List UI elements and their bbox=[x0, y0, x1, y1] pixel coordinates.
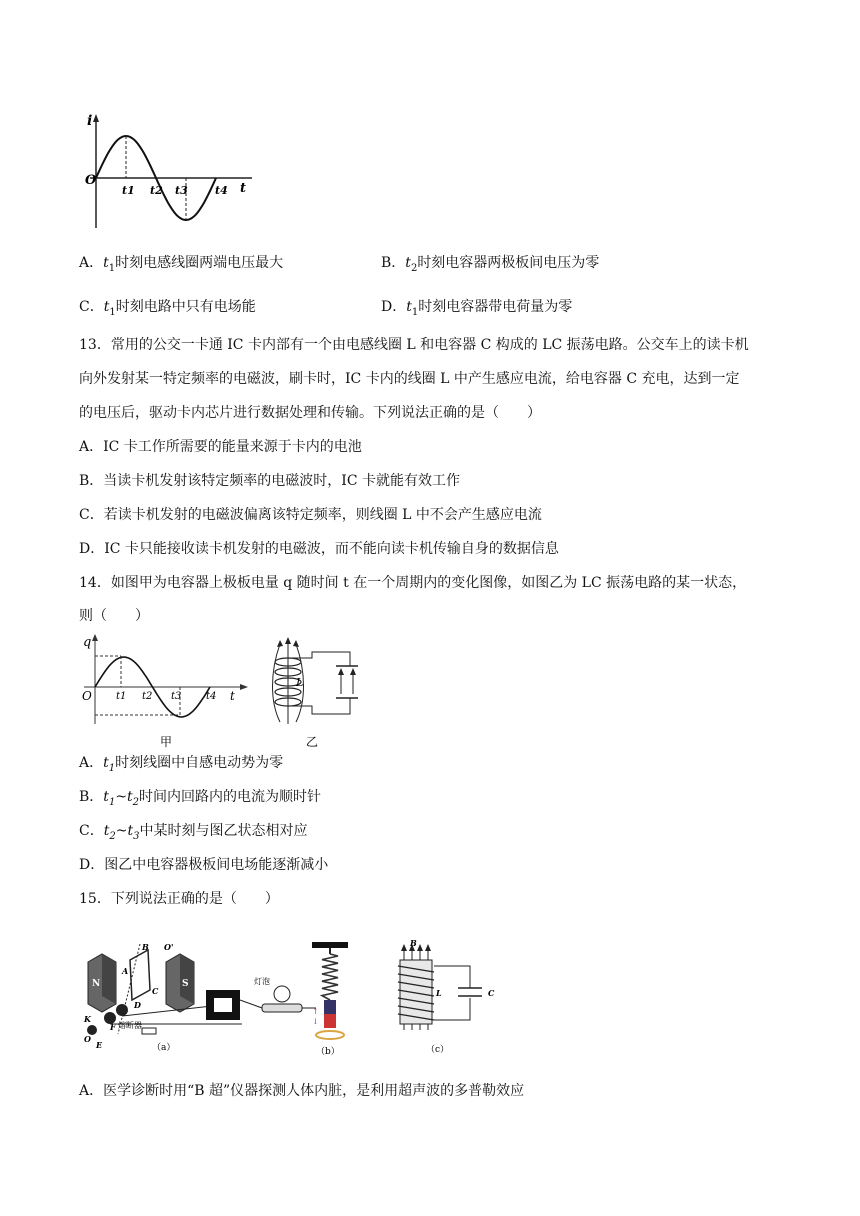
fig-a-label-o: O bbox=[84, 1034, 91, 1044]
fig-a-label-d: D bbox=[134, 1000, 141, 1010]
fig1-xlabel: t bbox=[240, 181, 247, 196]
figure-lc-circuit-c bbox=[396, 938, 526, 1058]
fig-jia-origin: O bbox=[82, 689, 92, 703]
fig-a-label-k: K bbox=[84, 1014, 91, 1024]
figure-generator-a bbox=[82, 938, 322, 1053]
q14-option-b: B．$t_1\sim t_2$时间内回路内的电流为顺时针 bbox=[79, 789, 322, 808]
q13-stem-line-2: 向外发射某一特定频率的电磁波，刷卡时，IC 卡内的线圈 L 中产生感应电流，给电容器 C 充电，达到一定 bbox=[79, 371, 740, 387]
fig-a-label-b: B bbox=[142, 942, 149, 952]
figure-lc-circuit-yi bbox=[262, 632, 362, 754]
fig1-tick-t3: t3 bbox=[175, 184, 188, 197]
fig-b-caption: （b） bbox=[316, 1047, 340, 1057]
fig1-origin: O bbox=[85, 173, 97, 188]
fig-jia-tick-t2: t2 bbox=[142, 691, 153, 702]
fig1-tick-t1: t1 bbox=[122, 184, 135, 197]
fig-a-label-a: A bbox=[122, 966, 129, 976]
fig-yi-coil-label: L bbox=[296, 676, 304, 689]
fig1-tick-t2: t2 bbox=[150, 184, 163, 197]
q12-option-a: A．$t_1$时刻电感线圈两端电压最大 bbox=[79, 255, 284, 274]
fig-a-label-fuse: 熔断器 bbox=[118, 1021, 142, 1030]
q12-option-d: D．$t_1$时刻电容器带电荷量为零 bbox=[381, 299, 573, 318]
fig-a-label-f: F bbox=[110, 1022, 116, 1032]
fig1-ylabel: i bbox=[87, 113, 93, 129]
arrow-down-icon: ↓ bbox=[312, 1017, 319, 1026]
fig-a-label-e: E bbox=[96, 1040, 103, 1050]
figure-i-t-graph bbox=[82, 112, 257, 234]
q14-option-d: D．图乙中电容器极板间电场能逐渐减小 bbox=[79, 857, 329, 873]
q13-stem-line-3: 的电压后，驱动卡内芯片进行数据处理和传输。下列说法正确的是（ ） bbox=[79, 405, 541, 421]
q14-stem-line-1: 14．如图甲为电容器上极板电量 q 随时间 t 在一个周期内的变化图像，如图乙为 LC 振荡电路的某一状态， bbox=[79, 575, 747, 591]
q15-option-a: A．医学诊断时用“B 超”仪器探测人体内脏，是利用超声波的多普勒效应 bbox=[79, 1083, 525, 1099]
q13-option-d: D．IC 卡只能接收读卡机发射的电磁波，而不能向读卡机传输自身的数据信息 bbox=[79, 541, 559, 557]
q14-option-a: A．$t_1$时刻线圈中自感电动势为零 bbox=[79, 755, 284, 774]
q14-stem-line-2: 则（ ） bbox=[79, 608, 149, 624]
fig-c-label-l: L bbox=[436, 988, 442, 998]
fig-jia-tick-t4: t4 bbox=[206, 691, 217, 702]
fig-jia-tick-t3: t3 bbox=[171, 691, 182, 702]
fig-a-caption: （a） bbox=[152, 1043, 176, 1053]
figure-spring-magnet-b bbox=[306, 938, 354, 1058]
fig-a-label-lamp: 灯泡 bbox=[254, 977, 270, 986]
fig-c-label-c: C bbox=[488, 988, 495, 998]
fig-a-label-s: S bbox=[182, 979, 189, 989]
q13-option-b: B．当读卡机发射该特定频率的电磁波时，IC 卡就能有效工作 bbox=[79, 473, 460, 489]
fig-yi-caption: 乙 bbox=[306, 735, 319, 749]
fig-a-label-c: C bbox=[152, 986, 159, 996]
fig-jia-caption: 甲 bbox=[160, 735, 173, 749]
fig-jia-tick-t1: t1 bbox=[116, 691, 127, 702]
fig1-tick-t4: t4 bbox=[215, 184, 228, 197]
figure-q-t-graph bbox=[78, 632, 250, 754]
q14-option-c: C．$t_2\sim t_3$中某时刻与图乙状态相对应 bbox=[79, 823, 308, 842]
q12-option-b: B．$t_2$时刻电容器两极板间电压为零 bbox=[381, 255, 600, 274]
q15-stem: 15．下列说法正确的是（ ） bbox=[79, 891, 279, 907]
fig-a-label-o-prime: O' bbox=[164, 942, 174, 952]
fig-c-caption: （c） bbox=[426, 1045, 450, 1055]
fig-jia-xlabel: t bbox=[230, 689, 235, 703]
q13-option-a: A．IC 卡工作所需要的能量来源于卡内的电池 bbox=[79, 439, 362, 455]
fig-jia-ylabel: q bbox=[83, 635, 92, 650]
fig-c-label-b: B bbox=[410, 938, 417, 948]
q13-stem-line-1: 13．常用的公交一卡通 IC 卡内部有一个由电感线圈 L 和电容器 C 构成的 LC 振荡电路。公交车上的读卡机 bbox=[79, 337, 749, 353]
fig-a-label-n: N bbox=[92, 979, 101, 989]
arrow-up-icon: ↑ bbox=[312, 1007, 319, 1016]
q13-option-c: C．若读卡机发射的电磁波偏离该特定频率，则线圈 L 中不会产生感应电流 bbox=[79, 507, 542, 523]
q12-option-c: C．$t_1$时刻电路中只有电场能 bbox=[79, 299, 256, 318]
